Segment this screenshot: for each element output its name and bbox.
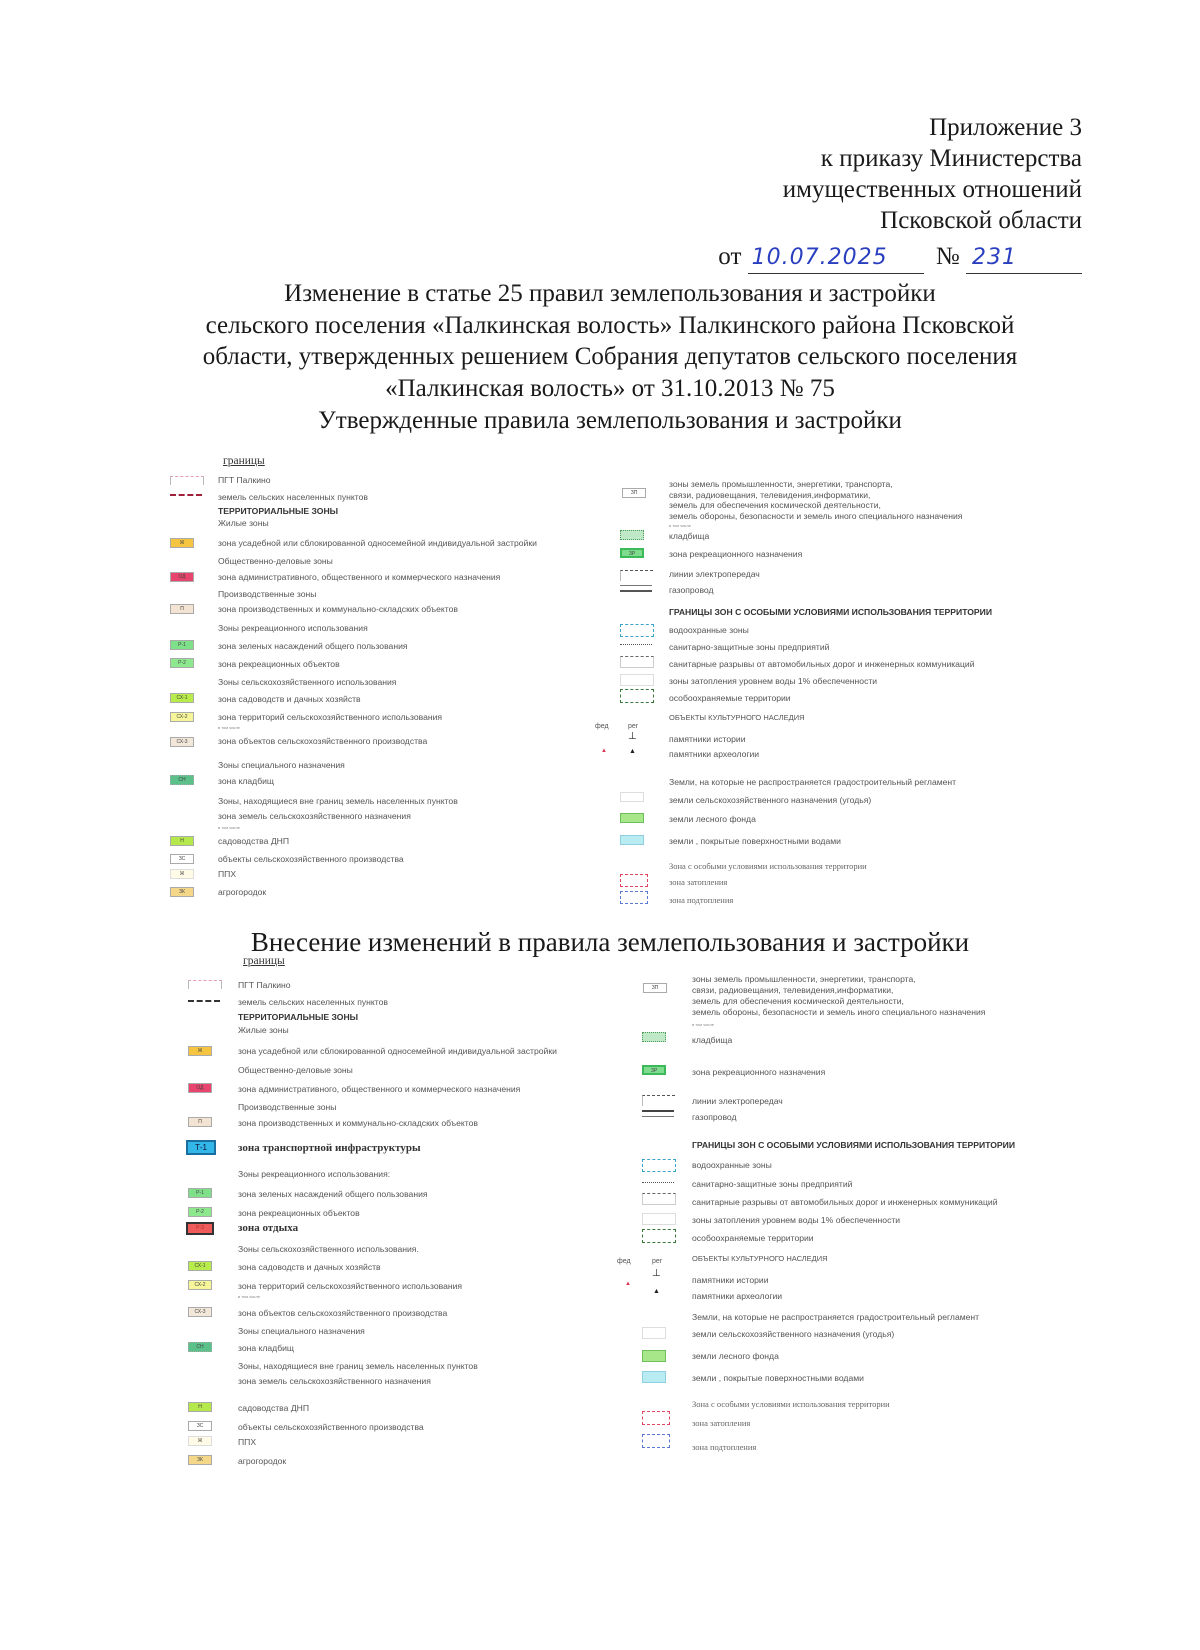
zone-swatch-t1: Т-1	[186, 1140, 216, 1155]
zone-swatch-r1: Р-1	[188, 1188, 212, 1198]
legend-item: линии электропередач	[692, 1096, 783, 1106]
title-line: сельского поселения «Палкинская волость» Палкинского района Псковской	[205, 311, 1015, 339]
zone-swatch-skh3: СХ-3	[188, 1307, 212, 1317]
legend-item: зона садоводств и дачных хозяйств	[218, 694, 361, 704]
legend-group: Зона с особыми условиями использования территории	[692, 1399, 890, 1409]
legend-item: зона кладбищ	[218, 776, 274, 786]
zone-swatch-dnp: Н	[170, 836, 194, 846]
flooding-zone-icon	[620, 874, 648, 887]
legend-item: зона рекреационного назначения	[669, 549, 803, 559]
legend-item: памятники археологии	[669, 749, 760, 759]
legend-item: зоны затопления уровнем воды 1% обеспеченности	[692, 1215, 901, 1225]
title-line: области, утвержденных решением Собрания депутатов сельского поселения	[202, 343, 1018, 370]
legend-item: земли , покрытые поверхностными водами	[692, 1373, 864, 1383]
legend-item: газопровод	[669, 585, 714, 595]
zone-swatch-r2: Р-2	[188, 1207, 212, 1217]
zone-swatch-od: ОД	[188, 1083, 212, 1093]
legend-group: зона земель сельскохозяйственного назначения	[218, 811, 411, 821]
zone-swatch-ppkh: Ж	[170, 869, 194, 879]
zone-swatch-p: П	[188, 1117, 212, 1127]
zone-swatch-skh2: СХ-2	[188, 1280, 212, 1290]
legend-item: санитарные разрывы от автомобильных дорог и инженерных коммуникаций	[692, 1197, 998, 1207]
protected-area-icon	[620, 689, 654, 703]
legend-group: Зоны рекреационного использования	[218, 623, 368, 633]
regional-label: рег	[628, 723, 639, 730]
legend-item: водоохранные зоны	[692, 1160, 772, 1170]
legend-header-borders: границы	[223, 455, 265, 467]
cemetery-swatch	[620, 530, 644, 540]
zone-swatch-cemetery: СН	[170, 775, 194, 785]
legend-item: зона объектов сельскохозяйственного производства	[218, 736, 428, 746]
legend-group: Зона с особыми условиями использования территории	[669, 861, 867, 871]
underflooding-zone-icon	[620, 891, 648, 904]
legend-section: ГРАНИЦЫ ЗОН С ОСОБЫМИ УСЛОВИЯМИ ИСПОЛЬЗОВАНИЯ ТЕРРИТОРИИ	[669, 607, 993, 617]
sanitary-gap-icon	[620, 656, 654, 668]
legend-note: в том числе	[692, 1022, 714, 1027]
legend-group: Зоны специального назначения	[238, 1326, 365, 1336]
zone-swatch-zh: Ж	[188, 1046, 212, 1056]
zone-swatch-skh1: СХ-1	[188, 1261, 212, 1271]
history-monument-icon: ⊥	[628, 731, 637, 742]
power-line-icon	[642, 1095, 675, 1106]
zone-swatch-skh1: СХ-1	[170, 693, 194, 703]
legend-item: объекты сельскохозяйственного производства	[238, 1422, 424, 1432]
protected-area-icon	[642, 1229, 676, 1243]
federal-label: фед	[595, 723, 609, 730]
zone-swatch-zh: Ж	[170, 538, 194, 548]
zone-swatch-zr: ЗР	[642, 1065, 666, 1075]
dashdot-line-icon	[188, 1000, 220, 1008]
legend-group: Зоны, находящиеся вне границ земель населенных пунктов	[238, 1361, 478, 1371]
forest-land-swatch	[642, 1350, 666, 1362]
order-date-field	[748, 241, 924, 274]
legend-item: зона рекреационных объектов	[238, 1208, 360, 1218]
history-monument-icon: ⊥	[652, 1268, 661, 1279]
legend-item: зона усадебной или сблокированной односемейной индивидуальной застройки	[218, 538, 537, 548]
legend-item: зона затопления	[692, 1418, 751, 1428]
order-no-label: №	[935, 243, 960, 270]
legend-item: особоохраняемые территории	[669, 693, 791, 703]
pink-dash-line-icon	[170, 476, 204, 485]
archaeology-reg-icon: ▲	[629, 748, 636, 755]
legend-item: агрогородок	[238, 1456, 287, 1466]
gas-pipe-icon	[620, 585, 652, 592]
legend-group: Зоны, находящиеся вне границ земель населенных пунктов	[218, 796, 458, 806]
legend-group: Жилые зоны	[218, 518, 269, 528]
legend-note: в том числе	[218, 725, 240, 730]
power-line-icon	[620, 570, 653, 581]
legend-item: зона подтопления	[692, 1442, 757, 1452]
zone-swatch-r2: Р-2	[170, 658, 194, 668]
legend-item: зона рекреационного назначения	[692, 1067, 826, 1077]
zone-swatch-zp: ЗП	[643, 983, 667, 993]
zone-swatch-r3: Р-3	[186, 1222, 214, 1235]
legend-item: водоохранные зоны	[669, 625, 749, 635]
legend-item: санитарно-защитные зоны предприятий	[692, 1179, 853, 1189]
legend-line: земель обороны, безопасности и земель иного специального назначения	[692, 1007, 986, 1017]
legend-group: Производственные зоны	[238, 1102, 337, 1112]
legend-group: Земли, на которые не распространяется градостроительный регламент	[669, 777, 957, 787]
forest-land-swatch	[620, 813, 644, 823]
legend-item: земли лесного фонда	[669, 814, 756, 824]
legend-line: зоны земель промышленности, энергетики, транспорта,	[692, 974, 916, 984]
legend-item: земли сельскохозяйственного назначения (угодья)	[692, 1329, 895, 1339]
sanitary-gap-icon	[642, 1193, 676, 1205]
legend-item: зоны затопления уровнем воды 1% обеспеченности	[669, 676, 878, 686]
legend-item-new: зона транспортной инфраструктуры	[238, 1142, 421, 1154]
legend-item: зона производственных и коммунально-складских объектов	[218, 604, 458, 614]
order-line	[662, 241, 1082, 274]
archaeology-fed-icon: ▲	[601, 748, 607, 754]
water-land-swatch	[642, 1371, 666, 1383]
legend-section: ТЕРРИТОРИАЛЬНЫЕ ЗОНЫ	[218, 506, 339, 516]
legend-item: газопровод	[692, 1112, 737, 1122]
legend-section: ТЕРРИТОРИАЛЬНЫЕ ЗОНЫ	[238, 1012, 359, 1022]
agri-land-swatch	[620, 792, 644, 802]
legend-group: Зоны рекреационного использования:	[238, 1169, 391, 1179]
zone-swatch-skh3: СХ-3	[170, 737, 194, 747]
flood-zone-icon	[642, 1213, 676, 1225]
zone-swatch-agro: ЗК	[188, 1455, 212, 1465]
legend-section: ГРАНИЦЫ ЗОН С ОСОБЫМИ УСЛОВИЯМИ ИСПОЛЬЗОВАНИЯ ТЕРРИТОРИИ	[692, 1140, 1016, 1150]
title-line: «Палкинская волость» от 31.10.2013 № 75	[385, 374, 835, 402]
water-land-swatch	[620, 835, 644, 845]
sanitary-zone-icon	[620, 644, 652, 655]
zone-swatch-agro: ЗК	[170, 887, 194, 897]
appendix-line: Псковской области	[880, 207, 1082, 234]
archaeology-reg-icon: ▲	[653, 1288, 660, 1295]
order-prefix: от	[718, 243, 742, 270]
archaeology-fed-icon: ▲	[625, 1281, 631, 1287]
legend-item: зона затопления	[669, 877, 728, 887]
legend-item: зона зеленых насаждений общего пользования	[238, 1189, 428, 1199]
legend-item: особоохраняемые территории	[692, 1233, 814, 1243]
red-dashdot-line-icon	[170, 494, 202, 502]
legend-item: ПГТ Палкино	[218, 475, 271, 485]
legend-item: земли лесного фонда	[692, 1351, 779, 1361]
legend-item: садоводства ДНП	[218, 836, 290, 846]
legend-item: кладбища	[669, 531, 710, 541]
zone-swatch-p: П	[170, 604, 194, 614]
zone-swatch-zs: ЗС	[188, 1421, 212, 1431]
document-title	[140, 278, 1080, 404]
legend-line: земель для обеспечения космической деятельности,	[669, 500, 881, 510]
legend-group: Зоны сельскохозяйственного использования.	[238, 1244, 419, 1254]
legend-item: санитарные разрывы от автомобильных дорог и инженерных коммуникаций	[669, 659, 975, 669]
legend-group: ОБЪЕКТЫ КУЛЬТУРНОГО НАСЛЕДИЯ	[692, 1253, 828, 1263]
legend-item: санитарно-защитные зоны предприятий	[669, 642, 830, 652]
legend-item: зона административного, общественного и коммерческого назначения	[218, 572, 501, 582]
legend-item: зона подтопления	[669, 895, 734, 905]
legend-item: памятники истории	[692, 1275, 769, 1285]
legend-note: в том числе	[669, 523, 691, 528]
zone-swatch-r1: Р-1	[170, 640, 194, 650]
zone-swatch-zp: ЗП	[622, 488, 646, 498]
legend-item: ППХ	[238, 1437, 257, 1447]
pink-dash-line-icon	[188, 980, 222, 989]
legend-item: агрогородок	[218, 887, 267, 897]
appendix-line: имущественных отношений	[782, 176, 1082, 203]
section2-title: Внесение изменений в правила землепользования и застройки	[250, 927, 970, 957]
zone-swatch-zr: ЗР	[620, 548, 644, 558]
legend-group: Общественно-деловые зоны	[218, 556, 333, 566]
order-date: 10.07.2025	[751, 245, 888, 270]
water-zone-icon	[620, 624, 654, 637]
legend-group: Производственные зоны	[218, 589, 317, 599]
legend-item: земель сельских населенных пунктов	[218, 492, 368, 502]
legend-header-borders: границы	[243, 955, 285, 967]
legend-item: земель сельских населенных пунктов	[238, 997, 388, 1007]
order-no-field	[966, 241, 1082, 274]
flooding-zone-icon	[642, 1411, 670, 1425]
zone-swatch-zs: ЗС	[170, 854, 194, 864]
legend-line: зоны земель промышленности, энергетики, транспорта,	[669, 479, 893, 489]
legend-line: связи, радиовещания, телевидения,информатики,	[669, 489, 871, 500]
legend-item: линии электропередач	[669, 569, 760, 579]
legend-item: садоводства ДНП	[238, 1403, 310, 1413]
order-no: 231	[972, 245, 1017, 270]
legend-item: ППХ	[218, 869, 237, 879]
legend-note: в том числе	[218, 825, 240, 830]
legend-group: зона земель сельскохозяйственного назначения	[238, 1376, 431, 1386]
legend-item: зона производственных и коммунально-складских объектов	[238, 1118, 478, 1128]
legend-item: земли , покрытые поверхностными водами	[669, 836, 841, 846]
regional-label: рег	[652, 1258, 663, 1265]
water-zone-icon	[642, 1159, 676, 1172]
legend-item: зона территорий сельскохозяйственного использования	[238, 1281, 463, 1291]
appendix-line: Приложение 3	[929, 114, 1082, 141]
agri-land-swatch	[642, 1327, 666, 1339]
zone-swatch-ppkh: Ж	[188, 1436, 212, 1446]
sanitary-zone-icon	[642, 1182, 674, 1193]
legend-item: зона садоводств и дачных хозяйств	[238, 1262, 381, 1272]
legend-item: зона рекреационных объектов	[218, 659, 340, 669]
flood-zone-icon	[620, 674, 654, 686]
gas-pipe-icon	[642, 1110, 674, 1117]
legend-group: Земли, на которые не распространяется градостроительный регламент	[692, 1312, 980, 1322]
legend-item: кладбища	[692, 1035, 733, 1045]
legend-item: памятники археологии	[692, 1291, 783, 1301]
legend-group: Общественно-деловые зоны	[238, 1065, 353, 1075]
legend-item: зона административного, общественного и коммерческого назначения	[238, 1084, 521, 1094]
legend-multiline-item	[669, 479, 962, 521]
legend-line: связи, радиовещания, телевидения,информатики,	[692, 985, 894, 995]
cemetery-swatch	[642, 1032, 666, 1042]
legend-group: Зоны сельскохозяйственного использования	[218, 677, 397, 687]
legend-line: земель для обеспечения космической деятельности,	[692, 996, 904, 1006]
legend-note: в том числе	[238, 1294, 260, 1299]
legend-item: объекты сельскохозяйственного производства	[218, 854, 404, 864]
legend-line: земель обороны, безопасности и земель иного специального назначения	[669, 510, 963, 521]
underflooding-zone-icon	[642, 1434, 670, 1448]
zone-swatch-dnp: Н	[188, 1402, 212, 1412]
legend-item: зона территорий сельскохозяйственного использования	[218, 712, 443, 722]
legend-item-new: зона отдыха	[238, 1222, 299, 1234]
legend-item: зона усадебной или сблокированной односемейной индивидуальной застройки	[238, 1046, 557, 1056]
legend-item: памятники истории	[669, 734, 746, 744]
zone-swatch-cemetery: СН	[188, 1342, 212, 1352]
legend-item: земли сельскохозяйственного назначения (угодья)	[669, 795, 872, 805]
zone-swatch-od: ОД	[170, 572, 194, 582]
legend-group: Жилые зоны	[238, 1025, 289, 1035]
legend-item: ПГТ Палкино	[238, 980, 291, 990]
section1-title: Утвержденные правила землепользования и застройки	[318, 407, 902, 434]
legend-item: зона зеленых насаждений общего пользования	[218, 641, 408, 651]
title-line: Изменение в статье 25 правил землепользования и застройки	[284, 280, 936, 307]
legend-group: Зоны специального назначения	[218, 760, 345, 770]
legend-group: ОБЪЕКТЫ КУЛЬТУРНОГО НАСЛЕДИЯ	[669, 712, 805, 722]
zone-swatch-skh2: СХ-2	[170, 712, 194, 722]
legend-multiline-item	[692, 974, 985, 1018]
appendix-line: к приказу Министерства	[820, 145, 1082, 172]
appendix-header	[662, 112, 1082, 236]
federal-label: фед	[617, 1258, 631, 1265]
legend-item: зона объектов сельскохозяйственного производства	[238, 1308, 448, 1318]
legend-item: зона кладбищ	[238, 1343, 294, 1353]
